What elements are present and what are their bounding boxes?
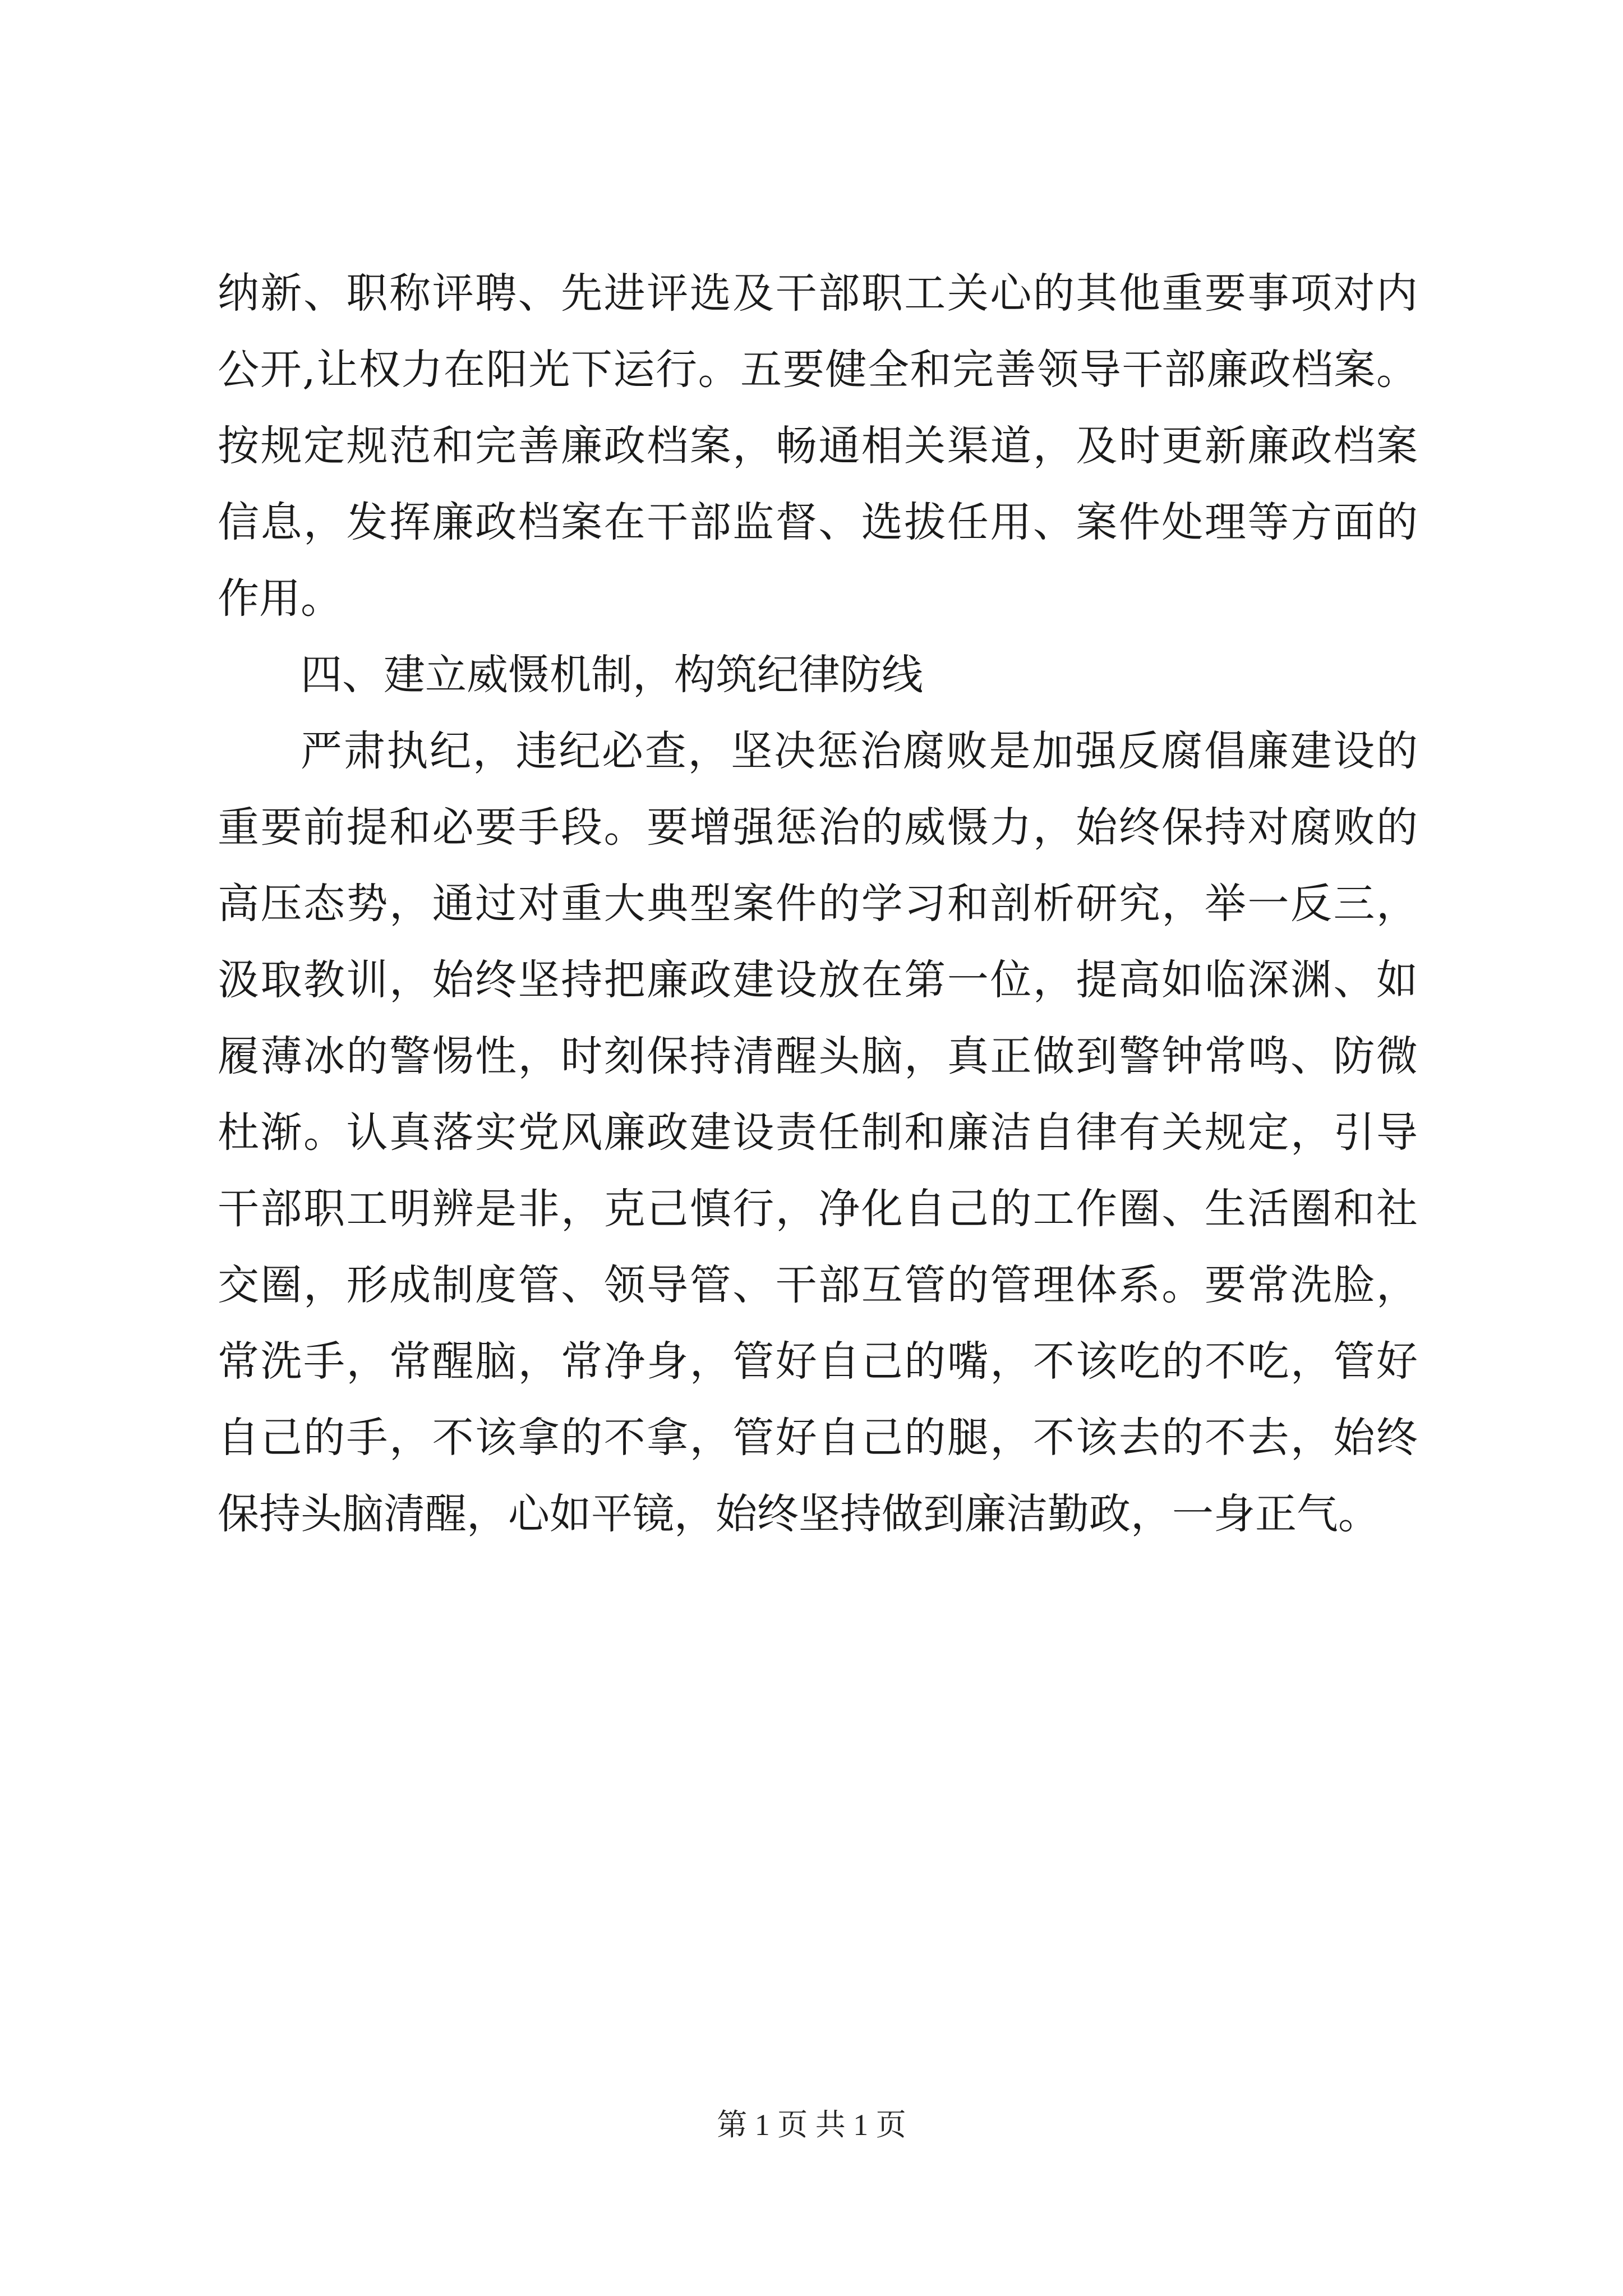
text-line: 信息，发挥廉政档案在干部监督、选拔任用、案件处理等方面的 (218, 498, 1418, 546)
text-line: 履薄冰的警惕性，时刻保持清醒头脑，真正做到警钟常鸣、防微 (218, 1032, 1418, 1080)
text-line: 汲取教训，始终坚持把廉政建设放在第一位，提高如临深渊、如 (218, 956, 1418, 1004)
text-line: 保持头脑清醒，心如平镜，始终坚持做到廉洁勤政，一身正气。 (218, 1490, 1380, 1538)
text-line: 纳新、职称评聘、先进评选及干部职工关心的其他重要事项对内 (218, 269, 1418, 318)
text-line: 高压态势，通过对重大典型案件的学习和剖析研究，举一反三， (218, 880, 1418, 928)
text-line: 作用。 (218, 574, 342, 623)
page-footer: 第 1 页 共 1 页 (717, 2108, 906, 2142)
text-line: 重要前提和必要手段。要增强惩治的威慑力，始终保持对腐败的 (218, 803, 1418, 852)
text-line: 严肃执纪，违纪必查，坚决惩治腐败是加强反腐倡廉建设的 (301, 727, 1418, 775)
text-line: 公开,让权力在阳光下运行。五要健全和完善领导干部廉政档案。 (218, 346, 1418, 394)
text-line: 按规定规范和完善廉政档案，畅通相关渠道，及时更新廉政档案 (218, 422, 1418, 470)
text-line: 杜渐。认真落实党风廉政建设责任制和廉洁自律有关规定，引导 (218, 1108, 1418, 1157)
text-line: 常洗手，常醒脑，常净身，管好自己的嘴，不该吃的不吃，管好 (218, 1337, 1418, 1386)
body-text (218, 255, 1418, 1552)
text-line: 干部职工明辨是非，克己慎行，净化自己的工作圈、生活圈和社 (218, 1185, 1418, 1233)
text-line: 交圈，形成制度管、领导管、干部互管的管理体系。要常洗脸， (218, 1261, 1418, 1309)
section-heading: 四、建立威慑机制，构筑纪律防线 (301, 651, 923, 699)
text-line: 自己的手，不该拿的不拿，管好自己的腿，不该去的不去，始终 (218, 1414, 1418, 1462)
